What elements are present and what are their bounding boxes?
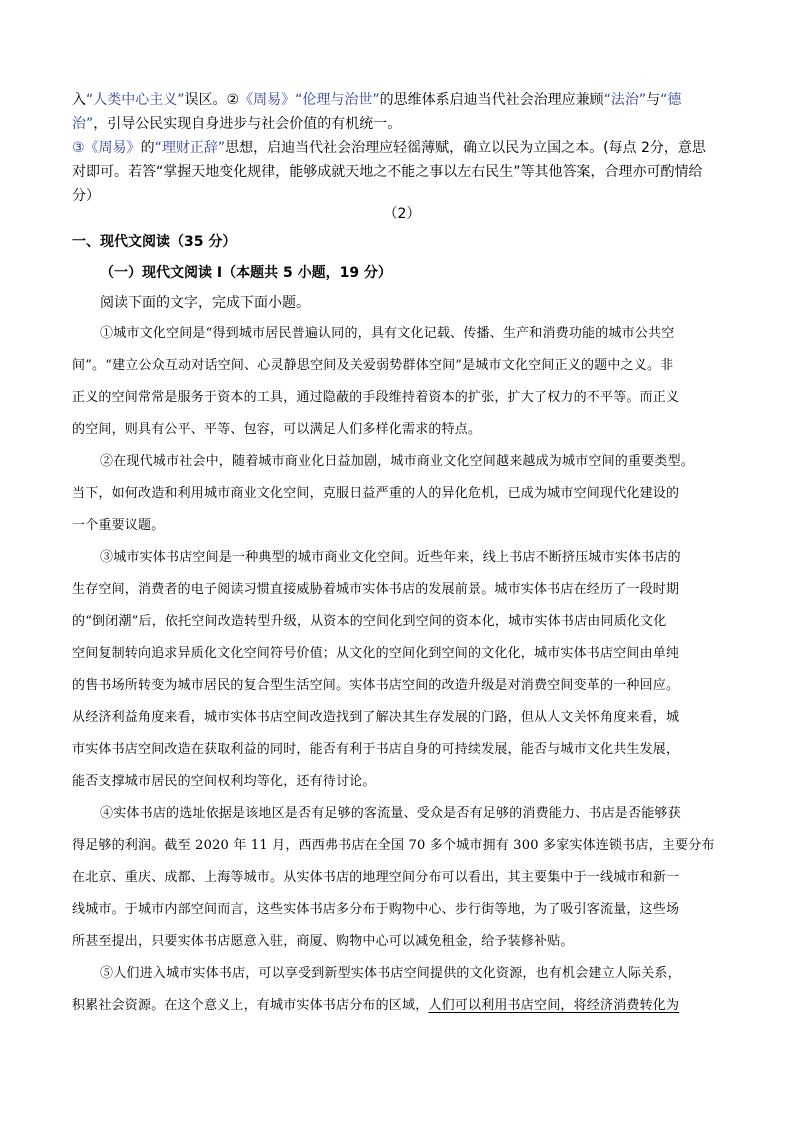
passage-line: 的售书场所转变为城市居民的复合型生活空间。实体书店空间的改造升级是对消费空间变革的一种回应。 [72,678,680,693]
passage-line: 从经济利益角度来看，城市实体书店空间改造找到了解决其生存发展的门路，但从人文关怀角度来看，城 [72,710,680,725]
passage-line: 的“倒闭潮”后，依托空间改造转型升级，从资本的空间化到空间的资本化，城市实体书店由同质化文化 [72,614,667,629]
instruction-text: 阅读下面的文字，完成下面小题。 [100,295,310,311]
answer-text: 入 [72,92,86,108]
passage-line: 一个重要议题。 [72,518,165,533]
answer-text: 与 [646,92,661,108]
quote-highlight: ③《周易》 [72,140,141,156]
passage-line: 当下，如何改造和利用城市商业文化空间，克服日益严重的人的异化危机，已成为城市空间现代化建设的 [72,486,680,501]
section-subtitle: （一）现代文阅读 I（本题共 5 小题，19 分） [100,265,392,281]
passage-line: 市实体书店空间改造在获取利益的同时，能否有利于书店自身的可持续发展，能否与城市文化共生发展， [72,742,680,757]
quote-highlight: “法治” [603,92,647,108]
passage-line: ④实体书店的选址依据是该地区是否有足够的客流量、受众是否有足够的消费能力、书店是否能够获 [100,806,681,821]
answer-text: 思想，启迪当代社会治理应轻徭薄赋，确立以民为立国之本。(每点 2分，意思 [225,140,706,156]
answer-line-5: 分） [72,188,100,204]
passage-line: ③城市实体书店空间是一种典型的城市商业文化空间。近些年来，线上书店不断挤压城市实体书店的 [100,550,681,565]
answer-text: ，引导公民实现自身进步与社会价值的有机统一。 [93,116,402,132]
quote-highlight: 《周易》“伦理与治世” [239,92,380,108]
section-title: 一、现代文阅读（35 分） [72,234,237,250]
answer-line-3 [72,138,732,158]
passage-line: 得足够的利润。截至 2020 年 11 月，西西弗书店在全国 70 多个城市拥有 300 多家实体连锁书店，主要分布 [72,838,715,853]
passage-line: 的空间，则具有公平、平等、包容，可以满足人们多样化需求的特点。 [72,422,482,437]
passage-line [72,996,732,1016]
answer-text: 的 [140,140,155,156]
passage-line: 所甚至提出，只要实体书店愿意入驻，商厦、购物中心可以减免租金，给予装修补贴。 [72,934,574,949]
passage-line: ②在现代城市社会中，随着城市商业化日益加剧，城市商业文化空间越来越成为城市空间的重要类型。 [100,454,695,469]
passage-text: 积累社会资源。在这个意义上，有城市实体书店分布的区域， [72,998,429,1013]
answer-line-2 [72,114,732,134]
answer-line-1 [72,90,732,110]
answer-number: （2） [383,206,421,222]
passage-line: ①城市文化空间是“得到城市居民普遍认同的，具有文化记载、传播、生产和消费功能的城市公共空 [100,326,675,341]
passage-line: 能否支撑城市居民的空间权利均等化，还有待讨论。 [72,774,376,789]
passage-line: 间”。“建立公众互动对话空间、心灵静思空间及关爱弱势群体空间”是城市文化空间正义的题中之义。非 [72,358,674,373]
answer-text: 的思维体系启迪当代社会治理应兼顾 [379,92,604,108]
passage-line: 在北京、重庆、成都、上海等城市。从实体书店的地理空间分布可以看出，其主要集中于一线城市和新一 [72,870,680,885]
answer-line-4: 对即可。若答“掌握天地变化规律，能够成就天地之不能之事以左右民生”等其他答案，合理亦可酌情给 [72,164,703,180]
passage-line: 空间复制转向追求异质化文化空间符号价值；从文化的空间化到空间的文化化，城市实体书店空间由单纯 [72,646,680,661]
passage-line: 正义的空间常常是服务于资本的工具，通过隐蔽的手段维持着资本的扩张，扩大了权力的不平等。而正义 [72,390,680,405]
quote-highlight: “德 [660,92,682,108]
underlined-sentence: 人们可以利用书店空间，将经济消费转化为 [428,998,680,1013]
passage-line: 生存空间，消费者的电子阅读习惯直接威胁着城市实体书店的发展前景。城市实体书店在经历了一段时期 [72,582,680,597]
answer-text: 误区。② [184,92,240,108]
quote-highlight: “理财正辞” [154,140,226,156]
quote-highlight: “人类中心主义” [86,92,185,108]
quote-highlight: 治” [72,116,94,132]
passage-line: 线城市。于城市内部空间而言，这些实体书店多分布于购物中心、步行街等地，为了吸引客流量，这些场 [72,902,680,917]
passage-line: ⑤人们进入城市实体书店，可以享受到新型实体书店空间提供的文化资源，也有机会建立人际关系， [100,966,681,981]
